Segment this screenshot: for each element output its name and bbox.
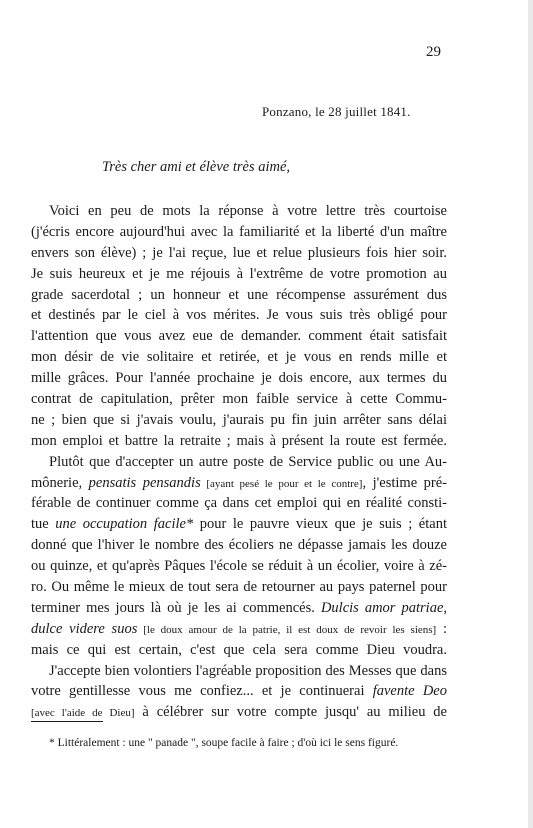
bracket-translation: [le doux amour de la patrie, il est doux de revoir les siens] <box>137 623 437 636</box>
italic-phrase: une occupation facile* <box>55 516 194 533</box>
body-text-run: terminer mes jours là où je les ai commencés. <box>31 599 321 616</box>
body-line: mais ce qui est certain, c'est que cela sera comme Dieu voudra. <box>31 641 447 658</box>
latin-phrase: dulce videre suos <box>31 620 138 637</box>
body-line: férable de continuer comme ça dans cet emploi qui en réalité consti- <box>31 495 447 512</box>
body-line: ro. Ou même le mieux de tout sera de retourner au pays paternel pour <box>31 579 447 596</box>
body-line: envers son élève) ; je l'ai reçue, lue et relue plusieurs fois hier soir. <box>31 244 447 261</box>
body-line: et destinés par le ciel à vos mérites. Je vous suis très obligé pour <box>31 307 447 324</box>
body-text-run: mônerie, <box>31 474 89 491</box>
body-line: mon désir de vie solitaire et retirée, et je vous en rends mille et <box>31 349 447 366</box>
body-line: mille grâces. Pour l'année prochaine je dois encore, aux termes du <box>31 370 447 387</box>
body-text-run: tue <box>31 516 56 533</box>
body-line: donné que l'hiver le nombre des écoliers ne dépasse jamais les douze <box>31 537 447 554</box>
body-text-run: , j'estime pré- <box>362 474 447 491</box>
body-line: mon emploi et battre la retraite ; mais à présent la route est fermée. <box>31 432 447 449</box>
body-line: ou quinze, et qu'après Pâques l'école se réduit à un écolier, voire à zé- <box>31 558 447 575</box>
body-line: J'accepte bien volontiers l'agréable proposition des Messes que dans <box>49 662 447 679</box>
body-line: (j'écris encore aujourd'hui avec la familiarité et la liberté d'un maître <box>31 223 447 240</box>
page-number: 29 <box>426 44 441 60</box>
body-line: Voici en peu de mots la réponse à votre lettre très courtoise <box>49 203 447 219</box>
body-line <box>31 681 447 702</box>
letter-salutation: Très cher ami et élève très aimé, <box>102 159 291 175</box>
body-line: Plutôt que d'accepter un autre poste de Service public ou une Au- <box>49 453 447 470</box>
body-text-run: votre gentillesse vous me confiez... et je continuerai <box>31 683 373 700</box>
footnote-rule <box>31 721 103 722</box>
bracket-translation: [avec l'aide de Dieu] <box>31 707 135 720</box>
body-line <box>31 514 447 535</box>
body-text-run: pour le pauvre vieux que je suis ; étant <box>193 516 447 533</box>
bracket-translation: [ayant pesé le pour et le contre] <box>200 477 363 490</box>
page-edge-shadow <box>528 0 533 828</box>
letter-place-date: Ponzano, le 28 juillet 1841. <box>262 104 411 119</box>
body-text-run: : <box>436 620 447 637</box>
body-line <box>31 598 447 619</box>
latin-phrase: pensatis pensandis <box>88 474 201 491</box>
body-line: ne ; bien que si j'avais voulu, j'aurais pu fin juin arrêter sans délai <box>31 411 447 428</box>
body-text-run: à célébrer sur votre compte jusqu' au milieu de <box>134 704 447 721</box>
body-line <box>31 619 447 640</box>
body-line: grade sacerdotal ; un honneur et une récompense assurément dus <box>31 286 447 303</box>
letter-body <box>31 201 447 723</box>
body-line: contrat de capitulation, prêter mon faible service à cette Commu- <box>31 391 447 408</box>
body-line: l'attention que vous avez eue de demander. comment était satisfait <box>31 328 447 345</box>
latin-phrase: favente Deo <box>372 683 447 700</box>
footnote: * Littéralement : une " panade ", soupe facile à faire ; d'où ici le sens figuré. <box>49 737 399 749</box>
body-line <box>31 473 447 494</box>
latin-phrase: Dulcis amor patriae, <box>320 599 447 616</box>
body-line: Je suis heureux et je me réjouis à l'extrême de votre promotion au <box>31 265 447 282</box>
